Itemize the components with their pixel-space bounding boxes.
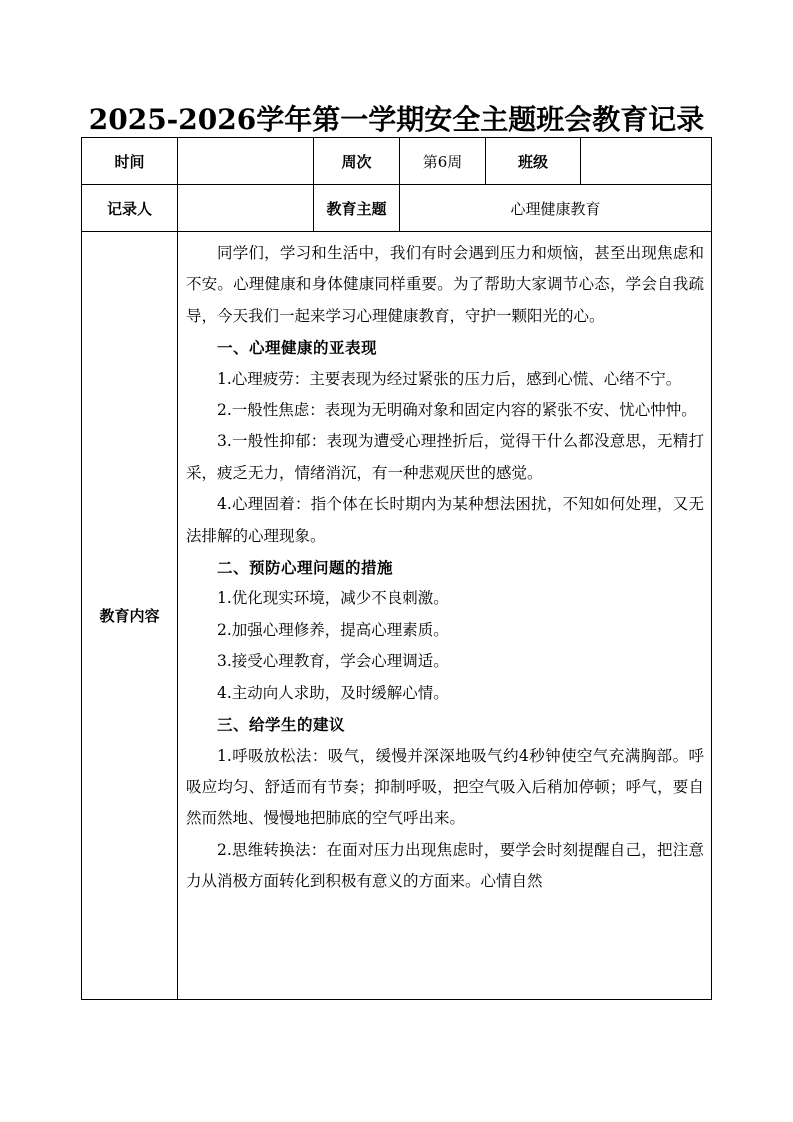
section-heading-2: 二、预防心理问题的措施 <box>217 558 394 578</box>
list-item: 3.接受心理教育，学会心理调适。 <box>217 652 449 671</box>
list-item: 1.优化现实环境，减少不良刺激。 <box>217 589 449 608</box>
row-content <box>82 232 712 1000</box>
theme-label: 教育主题 <box>314 185 400 232</box>
list-item: 4.主动向人求助，及时缓解心情。 <box>217 683 449 702</box>
class-label: 班级 <box>486 138 581 185</box>
recorder-label: 记录人 <box>82 185 178 232</box>
intro-paragraph: 同学们，学习和生活中，我们有时会遇到压力和烦恼，甚至出现焦虑和不安。心理健康和身体健康同样重要。为了帮助大家调节心态，学会自我疏导，今天我们一起来学习心理健康教育，守护一颗阳光的心。 <box>186 244 704 325</box>
section-heading-1: 一、心理健康的亚表现 <box>217 338 378 358</box>
row-recorder <box>82 185 712 232</box>
list-item: 4.心理固着：指个体在长时期内为某种想法困扰，不知如何处理，又无法排解的心理现象。 <box>186 495 704 545</box>
content-body <box>178 232 712 1000</box>
page-title: 2025-2026学年第一学期安全主题班会教育记录 <box>88 103 705 136</box>
theme-value: 心理健康教育 <box>400 185 712 232</box>
time-label: 时间 <box>82 138 178 185</box>
list-item: 1.呼吸放松法：吸气，缓慢并深深地吸气约4秒钟使空气充满胸部。呼吸应均匀、舒适而有节奏；抑制呼吸，把空气吸入后稍加停顿；呼气，要自然而然地、慢慢地把肺底的空气呼出来。 <box>186 746 704 828</box>
recorder-value <box>178 185 314 232</box>
record-table <box>81 137 712 1000</box>
week-value: 第6周 <box>400 138 486 185</box>
list-item: 2.思维转换法：在面对压力出现焦虑时，要学会时刻提醒自己，把注意力从消极方面转化到积极有意义的方面来。心情自然 <box>186 840 704 891</box>
list-item: 1.心理疲劳：主要表现为经过紧张的压力后，感到心慌、心绪不宁。 <box>217 369 682 388</box>
list-item: 2.一般性焦虑：表现为无明确对象和固定内容的紧张不安、忧心忡忡。 <box>217 401 697 420</box>
section-heading-3: 三、给学生的建议 <box>217 715 346 735</box>
week-label: 周次 <box>314 138 400 185</box>
time-value <box>178 138 314 185</box>
list-item: 2.加强心理修养，提高心理素质。 <box>217 620 449 639</box>
class-value <box>581 138 712 185</box>
row-time <box>82 138 712 185</box>
content-label: 教育内容 <box>82 232 178 1000</box>
list-item: 3.一般性抑郁：表现为遭受心理挫折后，觉得干什么都没意思，无精打采，疲乏无力，情绪消沉，有一种悲观厌世的感觉。 <box>186 432 704 482</box>
